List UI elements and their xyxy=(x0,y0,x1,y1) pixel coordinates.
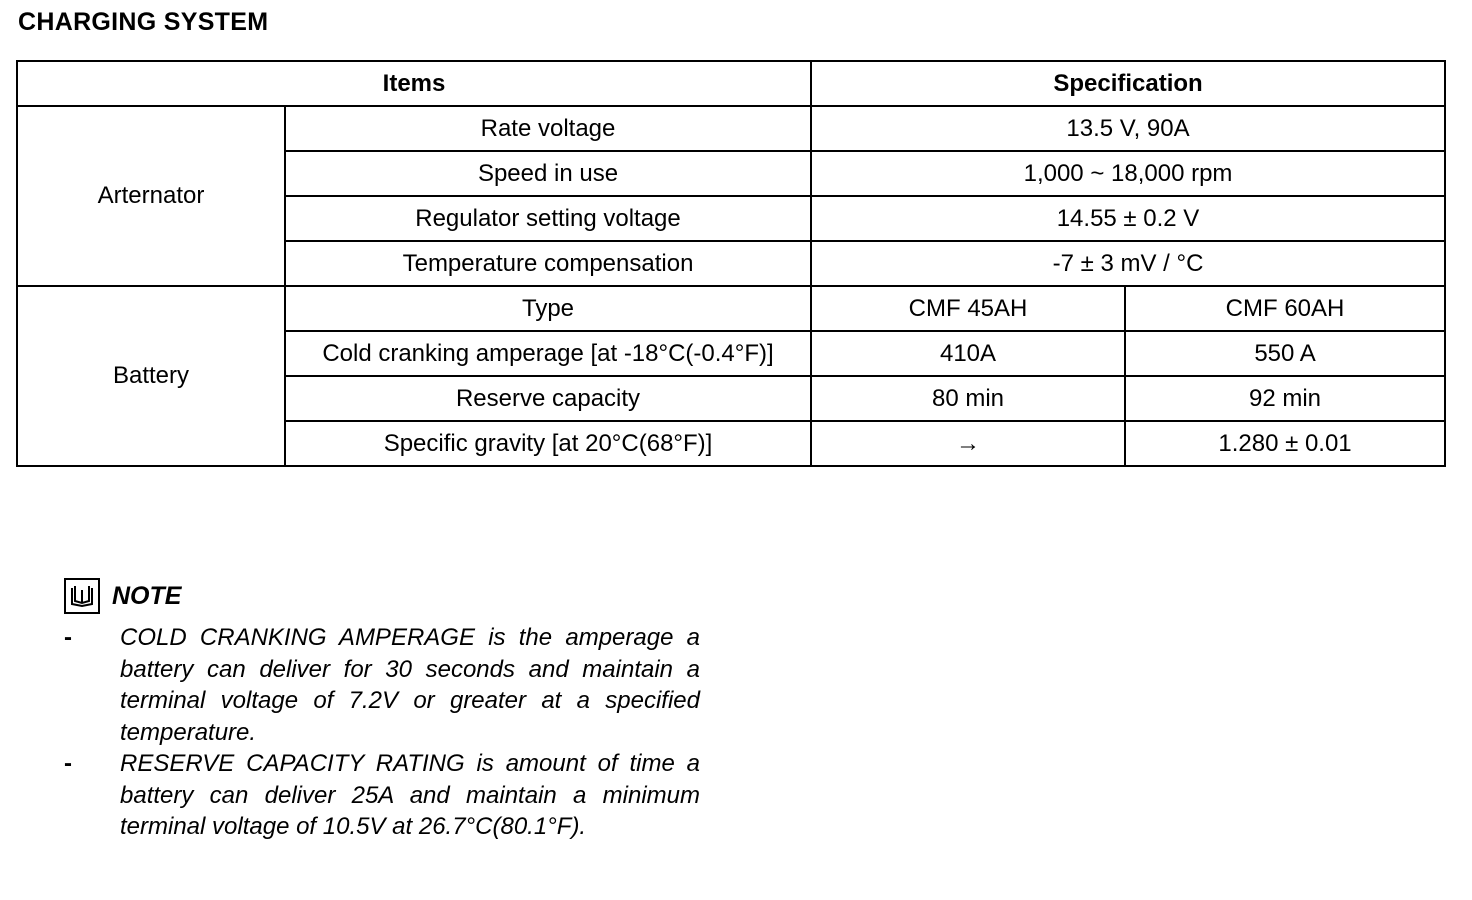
item-cell: Temperature compensation xyxy=(285,241,811,286)
item-cell: Rate voltage xyxy=(285,106,811,151)
note-section xyxy=(64,576,724,843)
charging-spec-table xyxy=(16,60,1446,467)
spec-cell-60ah: 550 A xyxy=(1125,331,1445,376)
item-cell: Reserve capacity xyxy=(285,376,811,421)
note-bullet: - xyxy=(64,624,72,651)
item-cell: Specific gravity [at 20°C(68°F)] xyxy=(285,421,811,466)
spec-cell-60ah: 1.280 ± 0.01 xyxy=(1125,421,1445,466)
battery-group-label: Battery xyxy=(17,286,285,466)
spec-cell-60ah: 92 min xyxy=(1125,376,1445,421)
note-bullet: - xyxy=(64,750,72,777)
spec-cell-45ah: 410A xyxy=(811,331,1125,376)
items-header: Items xyxy=(17,61,811,106)
note-title: NOTE xyxy=(112,581,182,610)
spec-cell-45ah: CMF 45AH xyxy=(811,286,1125,331)
spec-cell-45ah: → xyxy=(811,421,1125,466)
item-cell: Cold cranking amperage [at -18°C(-0.4°F)] xyxy=(285,331,811,376)
spec-cell: 1,000 ~ 18,000 rpm xyxy=(811,151,1445,196)
spec-cell: 14.55 ± 0.2 V xyxy=(811,196,1445,241)
specification-header: Specification xyxy=(811,61,1445,106)
spec-cell-45ah: 80 min xyxy=(811,376,1125,421)
item-cell: Speed in use xyxy=(285,151,811,196)
note-text: RESERVE CAPACITY RATING is amount of time a battery can deliver 25A and maintain a minimum terminal voltage of 10.5V at 26.7°C(80.1°F). xyxy=(120,750,700,840)
item-cell: Type xyxy=(285,286,811,331)
table-row xyxy=(17,286,1445,331)
spec-cell: -7 ± 3 mV / °C xyxy=(811,241,1445,286)
spec-cell: 13.5 V, 90A xyxy=(811,106,1445,151)
note-text: COLD CRANKING AMPERAGE is the amperage a battery can deliver for 30 seconds and maintain a terminal voltage of 7.2V or greater at a specified temperature. xyxy=(120,624,700,746)
page-title: CHARGING SYSTEM xyxy=(18,8,269,36)
alternator-group-label: Arternator xyxy=(17,106,285,286)
note-item xyxy=(64,748,724,843)
table-row xyxy=(17,106,1445,151)
item-cell: Regulator setting voltage xyxy=(285,196,811,241)
note-item xyxy=(64,622,724,748)
note-header xyxy=(64,576,724,616)
table-header-row xyxy=(17,61,1445,106)
book-icon xyxy=(64,578,100,614)
spec-cell-60ah: CMF 60AH xyxy=(1125,286,1445,331)
